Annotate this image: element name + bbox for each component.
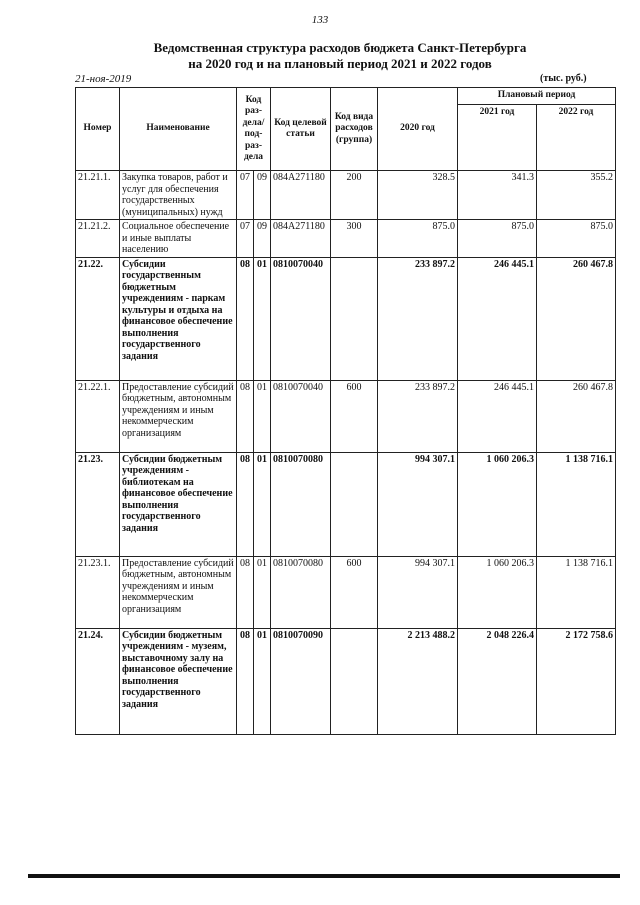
table-row [76, 220, 616, 258]
row-subsection: 01 [254, 452, 271, 556]
row-value-2022: 260 467.8 [537, 380, 616, 452]
row-value-2022: 1 138 716.1 [537, 556, 616, 628]
row-number: 21.22. [76, 257, 120, 380]
row-name: Предоставление субсидий бюджетным, автономным учреждениям и иным некоммерческим организациям [120, 556, 237, 628]
row-section: 08 [237, 556, 254, 628]
row-value-2020: 233 897.2 [378, 257, 458, 380]
row-value-2020: 994 307.1 [378, 556, 458, 628]
row-article: 0810070040 [271, 257, 331, 380]
row-name: Субсидии бюджетным учреждениям - библиотекам на финансовое обеспечение выполнения государственного задания [120, 452, 237, 556]
row-section: 07 [237, 171, 254, 220]
row-name: Субсидии бюджетным учреждениям - музеям, выставочному залу на финансовое обеспечение выполнения государственного задания [120, 628, 237, 734]
row-subsection: 09 [254, 220, 271, 258]
row-name: Субсидии государственным бюджетным учреждениям - паркам культуры и отдыха на финансовое обеспечение выполнения государственного задания [120, 257, 237, 380]
row-number: 21.23. [76, 452, 120, 556]
row-value-2021: 246 445.1 [458, 380, 537, 452]
row-subsection: 09 [254, 171, 271, 220]
row-number: 21.22.1. [76, 380, 120, 452]
row-type: 200 [331, 171, 378, 220]
row-type [331, 257, 378, 380]
row-type: 600 [331, 380, 378, 452]
row-value-2020: 2 213 488.2 [378, 628, 458, 734]
row-number: 21.24. [76, 628, 120, 734]
title-line-2: на 2020 год и на плановый период 2021 и 2022 годов [188, 56, 492, 71]
header-plan-period: Плановый период [458, 88, 616, 105]
row-article: 084А271180 [271, 220, 331, 258]
row-section: 08 [237, 452, 254, 556]
header-2022: 2022 год [537, 105, 616, 171]
row-value-2021: 1 060 206.3 [458, 556, 537, 628]
row-section: 07 [237, 220, 254, 258]
row-article: 0810070090 [271, 628, 331, 734]
units-label: (тыс. руб.) [540, 73, 587, 84]
row-value-2022: 355.2 [537, 171, 616, 220]
table-row [76, 556, 616, 628]
row-type [331, 452, 378, 556]
table-row [76, 257, 616, 380]
table-row [76, 452, 616, 556]
row-type: 600 [331, 556, 378, 628]
bottom-rule [28, 874, 620, 878]
title-line-1: Ведомственная структура расходов бюджета Санкт-Петербурга [153, 40, 527, 55]
row-value-2020: 328.5 [378, 171, 458, 220]
row-value-2021: 1 060 206.3 [458, 452, 537, 556]
row-number: 21.23.1. [76, 556, 120, 628]
row-value-2020: 994 307.1 [378, 452, 458, 556]
header-2020: 2020 год [378, 88, 458, 171]
row-value-2022: 260 467.8 [537, 257, 616, 380]
header-2021: 2021 год [458, 105, 537, 171]
row-name: Закупка товаров, работ и услуг для обеспечения государственных (муниципальных) нужд [120, 171, 237, 220]
header-type: Код вида расходов (группа) [331, 88, 378, 171]
row-value-2020: 233 897.2 [378, 380, 458, 452]
row-section: 08 [237, 257, 254, 380]
row-subsection: 01 [254, 628, 271, 734]
row-article: 0810070040 [271, 380, 331, 452]
row-value-2021: 246 445.1 [458, 257, 537, 380]
row-value-2020: 875.0 [378, 220, 458, 258]
row-section: 08 [237, 628, 254, 734]
table-row [76, 628, 616, 734]
budget-table [75, 87, 616, 735]
table-row [76, 171, 616, 220]
row-number: 21.21.1. [76, 171, 120, 220]
header-name: Наименование [120, 88, 237, 171]
row-value-2021: 875.0 [458, 220, 537, 258]
row-value-2022: 875.0 [537, 220, 616, 258]
row-value-2022: 1 138 716.1 [537, 452, 616, 556]
header-section: Код раз-дела/ под-раз-дела [237, 88, 271, 171]
document-date: 21-ноя-2019 [75, 73, 132, 85]
document-title [70, 40, 610, 72]
row-article: 084А271180 [271, 171, 331, 220]
row-section: 08 [237, 380, 254, 452]
row-type [331, 628, 378, 734]
table-body [76, 171, 616, 735]
row-name: Социальное обеспечение и иные выплаты населению [120, 220, 237, 258]
header-number: Номер [76, 88, 120, 171]
header-article: Код целевой статьи [271, 88, 331, 171]
row-subsection: 01 [254, 556, 271, 628]
row-article: 0810070080 [271, 452, 331, 556]
row-number: 21.21.2. [76, 220, 120, 258]
row-subsection: 01 [254, 257, 271, 380]
row-name: Предоставление субсидий бюджетным, автономным учреждениям и иным некоммерческим организациям [120, 380, 237, 452]
row-value-2021: 341.3 [458, 171, 537, 220]
row-value-2021: 2 048 226.4 [458, 628, 537, 734]
row-value-2022: 2 172 758.6 [537, 628, 616, 734]
table-row [76, 380, 616, 452]
row-type: 300 [331, 220, 378, 258]
row-article: 0810070080 [271, 556, 331, 628]
row-subsection: 01 [254, 380, 271, 452]
page-number: 133 [311, 14, 329, 26]
